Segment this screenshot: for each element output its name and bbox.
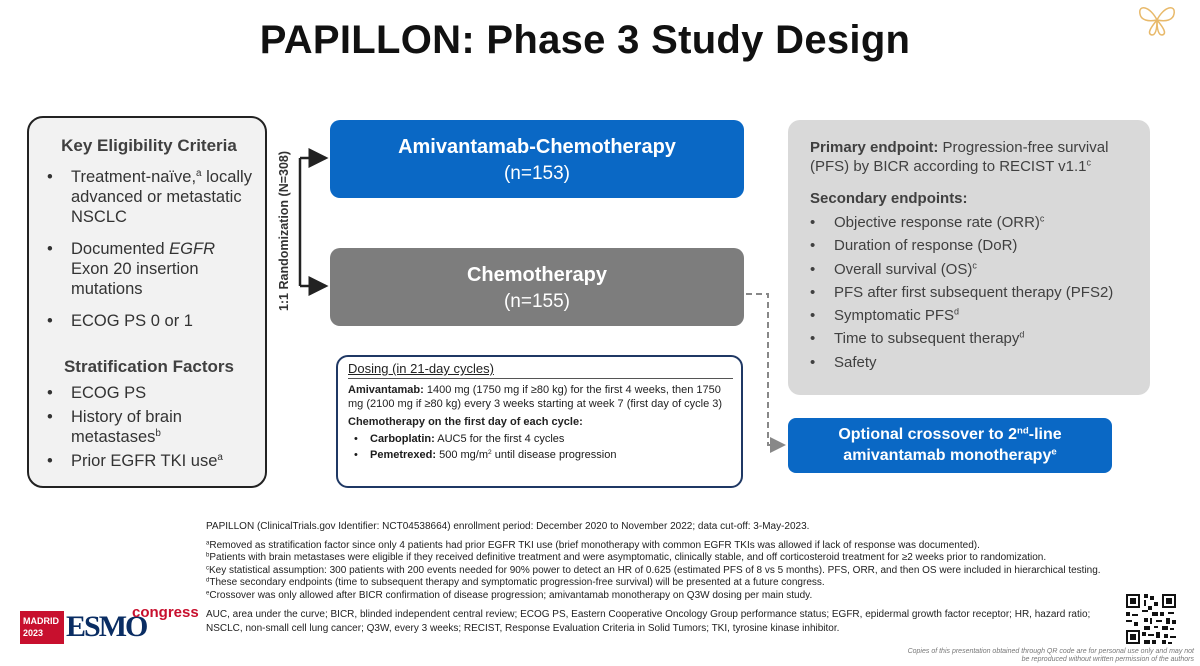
dosing-pemetrexed: • Pemetrexed: 500 $mg/m^2$ until disease progression xyxy=(348,448,733,462)
eligibility-item: • ECOG PS 0 or 1 xyxy=(45,311,253,331)
dosing-content xyxy=(348,378,733,462)
stratification-item: • History of brain metastases$^b$ xyxy=(45,407,253,447)
crossover-dashed-line xyxy=(746,294,784,445)
qr-code-icon[interactable] xyxy=(1126,594,1176,644)
secondary-endpoints-heading: Secondary endpoints: xyxy=(810,190,968,207)
logo-suffix: congress xyxy=(132,604,199,621)
footnote-main: PAPILLON (ClinicalTrials.gov Identifier: NCT04538664) enrollment period: December 2020 to November 2022; data cut-off: 3-May-2023. xyxy=(206,521,810,532)
stratification-list xyxy=(45,383,253,471)
arm-amivantamab-chemotherapy xyxy=(330,120,744,198)
dosing-amivantamab: Amivantamab: 1400 mg (1750 mg if ≥80 kg) for the first 4 weeks, then 1750 mg (2100 mg if ≥80 kg) every 3 weeks starting at week 7 (first day of cycle 3) xyxy=(348,384,723,410)
copyright-note: Copies of this presentation obtained through QR code are for personal use only and may not be reproduced without written permission of the authors xyxy=(907,648,1194,663)
endpoints-box xyxy=(788,120,1150,395)
arm-name: Amivantamab-Chemotherapy xyxy=(398,136,676,158)
randomization-label: 1:1 Randomization (N=308) xyxy=(277,150,291,312)
dosing-chemo-list xyxy=(348,432,733,462)
slide-title: PAPILLON: Phase 3 Study Design xyxy=(259,18,911,62)
dosing-carboplatin: • Carboplatin: AUC5 for the first 4 cycles xyxy=(348,432,733,446)
eligibility-heading: Key Eligibility Criteria xyxy=(61,136,237,155)
footnote-d: $^d$These secondary endpoints (time to subsequent therapy and symptomatic progression-free survival) will be presented at a future congress. xyxy=(206,577,825,588)
arm-count: (n=155) xyxy=(503,291,571,312)
eligibility-box xyxy=(27,116,267,488)
secondary-endpoint: • Time to subsequent therapy$^d$ xyxy=(810,327,1140,350)
footnotes xyxy=(206,521,1106,635)
esmo-congress-logo xyxy=(20,604,199,644)
footnote-e: $^e$Crossover was only allowed after BICR confirmation of disease progression; amivantamab monotherapy on Q3W dosing per main study. xyxy=(206,589,813,601)
logo-city-badge: MADRID 2023 xyxy=(20,611,64,644)
stratification-item: • Prior EGFR TKI use$^a$ xyxy=(45,451,253,471)
secondary-endpoint: • Overall survival (OS)$^c$ xyxy=(810,258,1140,281)
footnote-c: $^c$Key statistical assumption: 300 patients with 200 events needed for 90% power to detect an HR of 0.625 (estimated PFS of 8 vs 5 months). PFS, ORR, and then OS were included in hierarchical testing. xyxy=(206,564,1101,576)
secondary-endpoint: • Safety xyxy=(810,351,1140,374)
arm-count: (n=153) xyxy=(503,163,571,184)
eligibility-item: • Documented EGFR Exon 20 insertion mutations xyxy=(45,239,253,299)
eligibility-list xyxy=(45,167,253,331)
stratification-section xyxy=(45,357,253,471)
footnote-b: $^b$Patients with brain metastases were eligible if they received definitive treatment and were asymptomatic, clinically stable, and off corticosteroid treatment for ≥2 weeks prior to randomization. xyxy=(206,552,1047,563)
secondary-endpoint: • PFS after first subsequent therapy (PFS2) xyxy=(810,281,1140,304)
secondary-endpoints-list xyxy=(810,211,1140,374)
crossover-line-1: Optional crossover to 2nd-line xyxy=(838,425,1062,443)
dosing-title: Dosing (in 21-day cycles) xyxy=(348,361,494,376)
arm-chemotherapy xyxy=(330,248,744,326)
arm-name: Chemotherapy xyxy=(466,264,608,286)
stratification-item: • ECOG PS xyxy=(45,383,253,403)
footnote-abbreviations: AUC, area under the curve; BICR, blinded independent central review; ECOG PS, Eastern Cooperative Oncology Group performance status; EGFR, epidermal growth factor receptor; HR, hazard ratio; NSCLC, non-small cell lung cancer; Q3W, every 3 weeks; RECIST, Response Evaluation Criteria in Solid Tumors; TKI, tyrosine kinase inhibitor. xyxy=(206,609,1091,634)
secondary-endpoint: • Objective response rate (ORR)$^c$ xyxy=(810,211,1140,234)
logo-brand: ESMO xyxy=(66,610,147,643)
secondary-endpoint: • Symptomatic PFS$^d$ xyxy=(810,304,1140,327)
crossover-line-2: amivantamab monotherapy$^e$ xyxy=(843,446,1057,464)
primary-endpoint: Primary endpoint: Progression-free survival (PFS) by BICR according to RECIST v1.1$^c$ xyxy=(810,139,1109,175)
stratification-heading: Stratification Factors xyxy=(63,357,235,376)
butterfly-logo-icon xyxy=(1132,2,1182,38)
dosing-chemo-heading: Chemotherapy on the first day of each cycle: xyxy=(348,416,583,428)
secondary-endpoint: • Duration of response (DoR) xyxy=(810,234,1140,257)
eligibility-item: • Treatment-naïve,$^a$ locally advanced or metastatic NSCLC xyxy=(45,167,253,227)
footnote-a: $^a$Removed as stratification factor since only 4 patients had prior EGFR TKI use (brief monotherapy with common EGFR TKIs was allowed if lack of response was documented). xyxy=(206,539,980,551)
dosing-box xyxy=(336,355,743,488)
crossover-box xyxy=(788,418,1112,473)
